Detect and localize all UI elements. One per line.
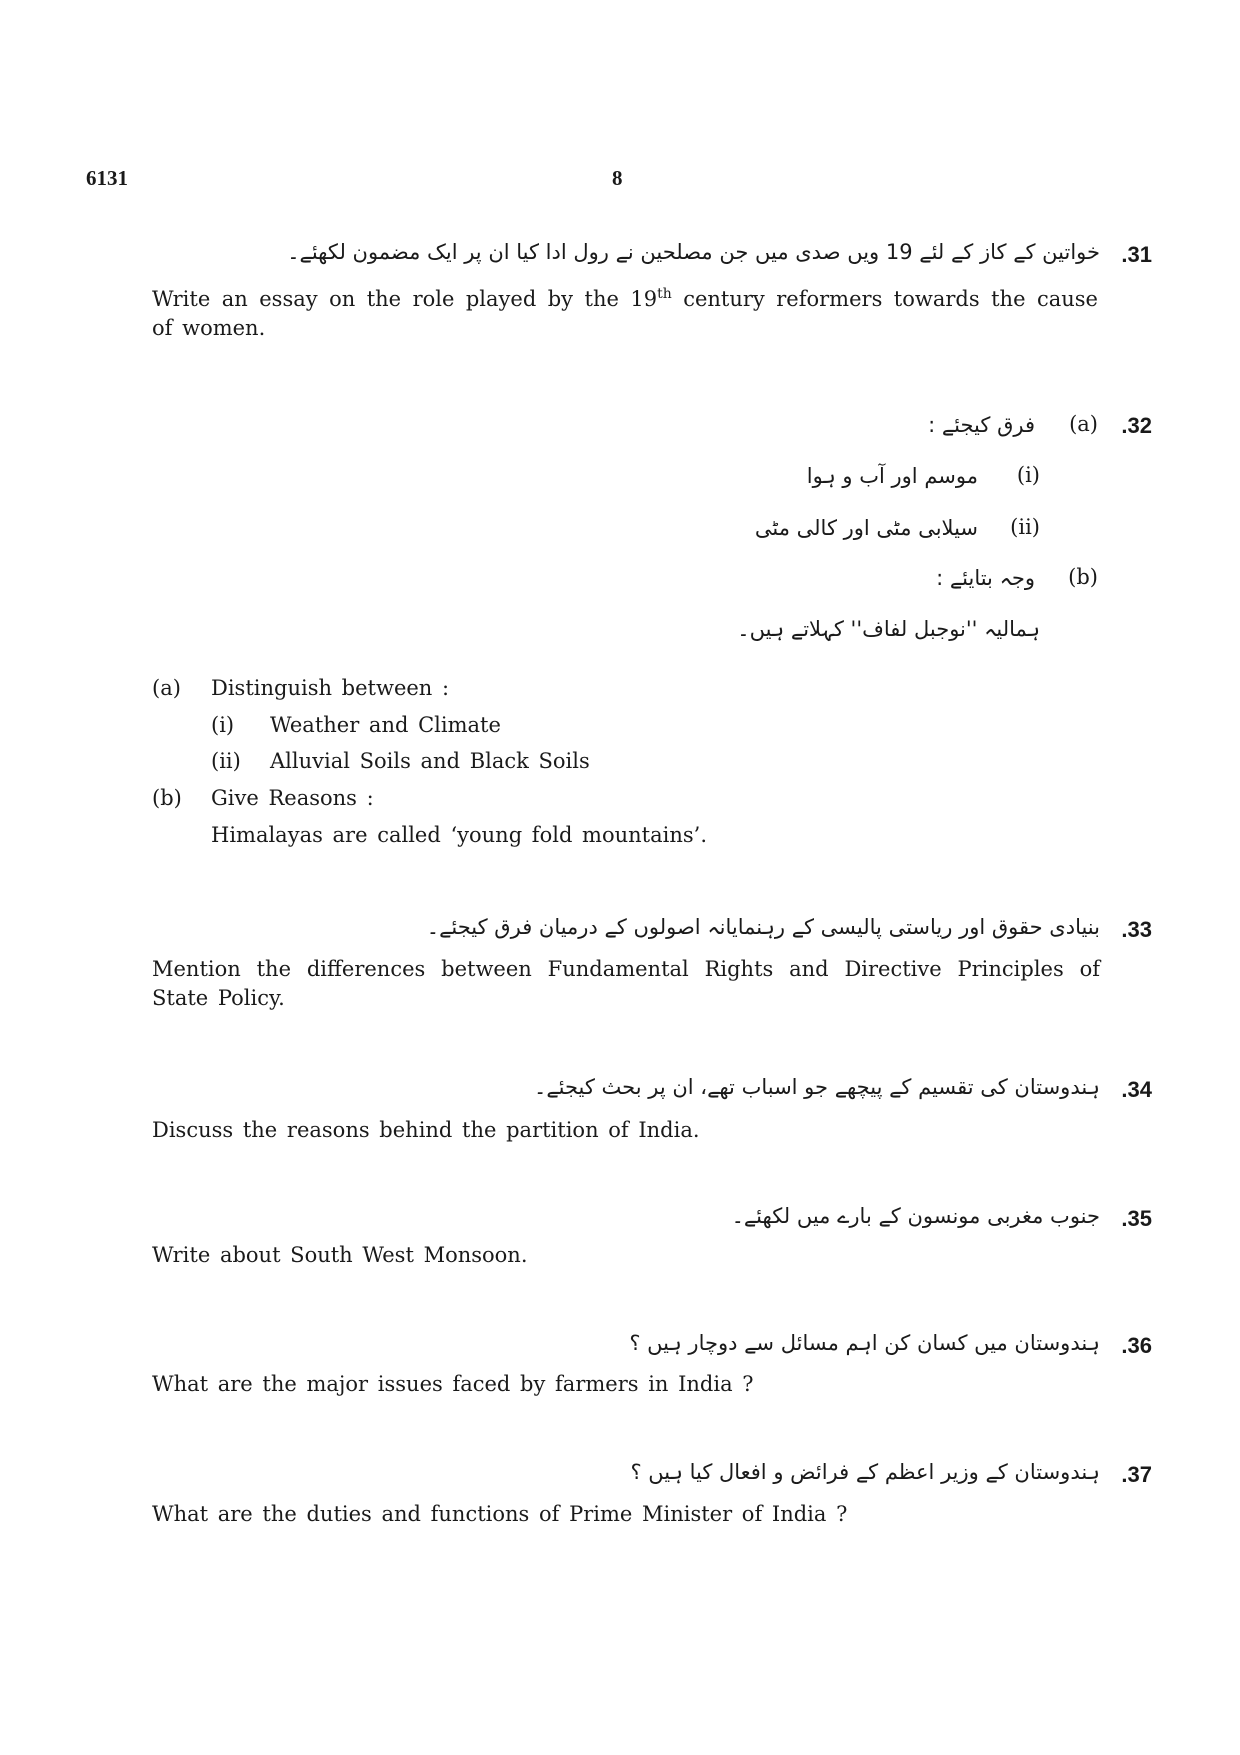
urdu-part-b-label: (b) (1068, 565, 1098, 589)
question-english-text: Write about South West Monsoon. (152, 1243, 528, 1267)
urdu-part-ii-text: سیلابی مٹی اور کالی مٹی (754, 516, 978, 540)
urdu-part-b-text: وجہ بتایئے : (936, 566, 1035, 590)
question-number: .36 (1121, 1333, 1152, 1358)
question-urdu-text: بنیادی حقوق اور ریاستی پالیسی کے رہنمایانہ اصولوں کے درمیان فرق کیجئے۔ (426, 915, 1100, 939)
question-urdu-text: خواتین کے کاز کے لئے 19 ویں صدی میں جن مصلحین نے رول ادا کیا ان پر ایک مضمون لکھئے۔ (287, 240, 1100, 264)
english-part-a-label: (a) (152, 676, 181, 700)
page-number: 8 (612, 166, 623, 190)
question-urdu-text: ہندوستان میں کسان کن اہم مسائل سے دوچار ہیں ؟ (629, 1331, 1100, 1355)
question-english-text: What are the major issues faced by farmers in India ? (152, 1372, 754, 1396)
urdu-part-a-label: (a) (1069, 412, 1098, 436)
question-urdu-text: ہندوستان کی تقسیم کے پیچھے جو اسباب تھے، ان پر بحث کیجئے۔ (534, 1075, 1100, 1099)
question-number: .33 (1121, 917, 1152, 942)
urdu-part-i-label: (i) (1016, 463, 1040, 487)
urdu-part-a-text: فرق کیجئے : (928, 413, 1035, 437)
question-urdu-text: ہندوستان کے وزیر اعظم کے فرائض و افعال کیا ہیں ؟ (630, 1460, 1100, 1484)
english-part-b-label: (b) (152, 786, 182, 810)
urdu-part-ii-label: (ii) (1010, 515, 1040, 539)
question-urdu-text: جنوب مغربی مونسون کے بارے میں لکھئے۔ (731, 1204, 1100, 1228)
question-number: .32 (1121, 413, 1152, 438)
urdu-part-b-sentence: ہمالیہ ''نوجبل لفاف'' کہلاتے ہیں۔ (737, 617, 1040, 641)
question-number: .35 (1121, 1206, 1152, 1231)
english-part-a-text: Distinguish between : (211, 676, 450, 700)
question-english-text: Mention the differences between Fundamental Rights and Directive Principles of State Policy. (152, 957, 1100, 1010)
english-part-i-text: Weather and Climate (270, 713, 501, 737)
question-number: .37 (1121, 1462, 1152, 1487)
english-part-ii-label: (ii) (211, 749, 241, 773)
paper-code: 6131 (86, 166, 128, 190)
superscript-th: th (657, 286, 672, 302)
question-english-text: Write an essay on the role played by the 19th century reformers towards the cause of women. (152, 286, 1098, 340)
question-number: .31 (1121, 242, 1152, 267)
question-number: .34 (1121, 1077, 1152, 1102)
english-part-b-sentence: Himalayas are called ‘young fold mountains’. (211, 823, 707, 847)
question-english-text: Discuss the reasons behind the partition of India. (152, 1118, 700, 1142)
english-part-b-text: Give Reasons : (211, 786, 374, 810)
english-part-i-label: (i) (211, 713, 235, 737)
english-part-ii-text: Alluvial Soils and Black Soils (270, 749, 590, 773)
question-english-text: What are the duties and functions of Prime Minister of India ? (152, 1502, 848, 1526)
urdu-part-i-text: موسم اور آب و ہوا (806, 464, 978, 488)
